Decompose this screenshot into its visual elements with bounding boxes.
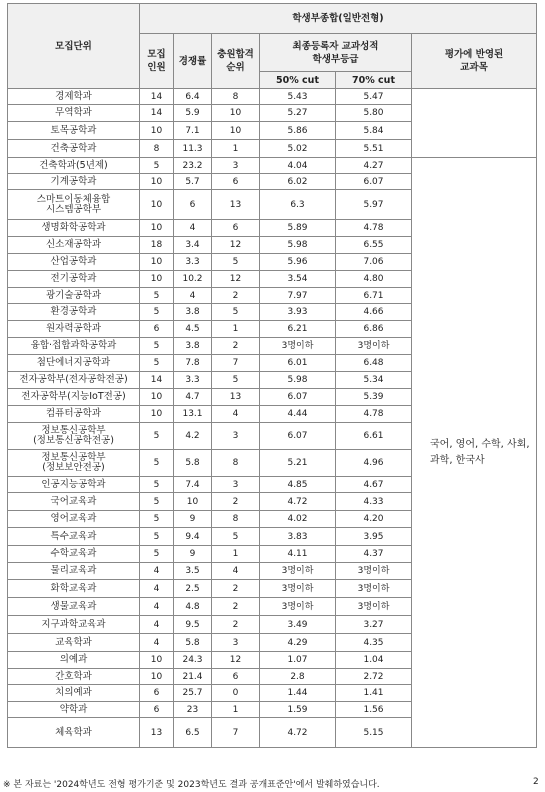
cut70-value: 3.95 — [336, 528, 412, 546]
cut50-value: 5.96 — [260, 254, 336, 271]
table-row — [8, 158, 537, 174]
cut50-value: 5.89 — [260, 220, 336, 237]
rank-value: 13 — [212, 190, 260, 220]
department-name: 토목공학과 — [8, 122, 140, 140]
rank-value: 2 — [212, 580, 260, 598]
cut70-value: 5.80 — [336, 105, 412, 122]
cut50-value: 1.07 — [260, 652, 336, 669]
cut70-value: 3명이하 — [336, 563, 412, 580]
rank-value: 8 — [212, 89, 260, 105]
cut70-value: 4.20 — [336, 511, 412, 528]
subjects-cell-empty — [412, 89, 537, 158]
rank-value: 3 — [212, 634, 260, 652]
ratio-value: 6 — [174, 190, 212, 220]
ratio-value: 9.5 — [174, 616, 212, 634]
ratio-value: 23.2 — [174, 158, 212, 174]
ratio-value: 3.5 — [174, 563, 212, 580]
department-name: 체육학과 — [8, 718, 140, 748]
ratio-value: 5.8 — [174, 450, 212, 477]
quota-value: 4 — [140, 598, 174, 616]
cut50-value: 5.98 — [260, 237, 336, 254]
ratio-value: 4.7 — [174, 389, 212, 406]
quota-value: 5 — [140, 450, 174, 477]
department-name: 국어교육과 — [8, 493, 140, 511]
department-name: 특수교육과 — [8, 528, 140, 546]
ratio-value: 4.5 — [174, 321, 212, 338]
cut70-value: 3.27 — [336, 616, 412, 634]
quota-value: 5 — [140, 304, 174, 321]
department-name: 컴퓨터공학과 — [8, 406, 140, 423]
cut50-value: 5.98 — [260, 372, 336, 389]
department-name: 물리교육과 — [8, 563, 140, 580]
ratio-value: 23 — [174, 702, 212, 718]
cut50-value: 5.27 — [260, 105, 336, 122]
cut50-value: 4.04 — [260, 158, 336, 174]
quota-value: 18 — [140, 237, 174, 254]
rank-value: 13 — [212, 389, 260, 406]
quota-value: 5 — [140, 355, 174, 372]
rank-value: 5 — [212, 304, 260, 321]
ratio-value: 21.4 — [174, 669, 212, 685]
rank-value: 2 — [212, 338, 260, 355]
department-name: 기계공학과 — [8, 174, 140, 190]
cut70-value: 5.47 — [336, 89, 412, 105]
quota-value: 10 — [140, 271, 174, 288]
ratio-value: 9.4 — [174, 528, 212, 546]
cut70-value: 3명이하 — [336, 338, 412, 355]
ratio-value: 2.5 — [174, 580, 212, 598]
ratio-value: 6.5 — [174, 718, 212, 748]
department-name: 전자공학부(전자공학전공) — [8, 372, 140, 389]
department-name-line: 시스템공학부 — [45, 203, 102, 215]
ratio-value: 5.7 — [174, 174, 212, 190]
rank-value: 3 — [212, 423, 260, 450]
ratio-value: 6.4 — [174, 89, 212, 105]
cut70-value: 3명이하 — [336, 580, 412, 598]
department-name: 의예과 — [8, 652, 140, 669]
quota-value: 10 — [140, 190, 174, 220]
cut50-value: 6.01 — [260, 355, 336, 372]
department-name: 첨단에너지공학과 — [8, 355, 140, 372]
quota-value: 10 — [140, 174, 174, 190]
rank-value: 1 — [212, 321, 260, 338]
header-ratio: 경쟁률 — [174, 34, 212, 89]
cut70-value: 6.48 — [336, 355, 412, 372]
rank-value: 10 — [212, 122, 260, 140]
header-subjects-l2: 교과목 — [460, 62, 488, 73]
department-name-line: (정보통신공학전공) — [33, 435, 114, 446]
department-name: 무역학과 — [8, 105, 140, 122]
rank-value: 8 — [212, 511, 260, 528]
cut70-value: 4.80 — [336, 271, 412, 288]
ratio-value: 25.7 — [174, 685, 212, 702]
quota-value: 4 — [140, 563, 174, 580]
quota-value: 5 — [140, 158, 174, 174]
cut50-value: 3명이하 — [260, 580, 336, 598]
rank-value: 4 — [212, 406, 260, 423]
ratio-value: 5.9 — [174, 105, 212, 122]
ratio-value: 11.3 — [174, 140, 212, 158]
header-rank — [212, 34, 260, 89]
department-name: 간호학과 — [8, 669, 140, 685]
quota-value: 4 — [140, 616, 174, 634]
department-name: 건축학과(5년제) — [8, 158, 140, 174]
quota-value: 5 — [140, 546, 174, 563]
header-quota-l2: 인원 — [147, 62, 166, 73]
cut70-value: 4.78 — [336, 220, 412, 237]
cut70-value: 4.96 — [336, 450, 412, 477]
ratio-value: 7.1 — [174, 122, 212, 140]
cut70-value: 5.97 — [336, 190, 412, 220]
ratio-value: 3.4 — [174, 237, 212, 254]
header-cut70: 70% cut — [336, 72, 412, 89]
rank-value: 6 — [212, 669, 260, 685]
rank-value: 5 — [212, 254, 260, 271]
cut70-value: 1.04 — [336, 652, 412, 669]
cut50-value: 4.11 — [260, 546, 336, 563]
rank-value: 5 — [212, 372, 260, 389]
cut70-value: 4.78 — [336, 406, 412, 423]
cut50-value: 3.93 — [260, 304, 336, 321]
cut70-value: 4.67 — [336, 477, 412, 493]
rank-value: 6 — [212, 220, 260, 237]
ratio-value: 10.2 — [174, 271, 212, 288]
ratio-value: 7.4 — [174, 477, 212, 493]
quota-value: 4 — [140, 580, 174, 598]
rank-value: 7 — [212, 718, 260, 748]
department-name: 환경공학과 — [8, 304, 140, 321]
cut70-value: 1.56 — [336, 702, 412, 718]
page-number: 2 — [533, 777, 539, 787]
rank-value: 1 — [212, 546, 260, 563]
department-name: 광기술공학과 — [8, 288, 140, 304]
quota-value: 14 — [140, 89, 174, 105]
quota-value: 10 — [140, 389, 174, 406]
rank-value: 12 — [212, 652, 260, 669]
rank-value: 12 — [212, 271, 260, 288]
department-name: 지구과학교육과 — [8, 616, 140, 634]
cut50-value: 4.02 — [260, 511, 336, 528]
department-name: 원자력공학과 — [8, 321, 140, 338]
rank-value: 0 — [212, 685, 260, 702]
cut70-value: 4.35 — [336, 634, 412, 652]
ratio-value: 7.8 — [174, 355, 212, 372]
quota-value: 5 — [140, 528, 174, 546]
quota-value: 10 — [140, 652, 174, 669]
quota-value: 14 — [140, 372, 174, 389]
cut50-value: 4.85 — [260, 477, 336, 493]
department-name-line: 정보통신공학부 — [41, 425, 106, 436]
ratio-value: 9 — [174, 511, 212, 528]
quota-value: 5 — [140, 511, 174, 528]
quota-value: 5 — [140, 338, 174, 355]
ratio-value: 9 — [174, 546, 212, 563]
department-name: 영어교육과 — [8, 511, 140, 528]
cut50-value: 6.3 — [260, 190, 336, 220]
quota-value: 14 — [140, 105, 174, 122]
ratio-value: 5.8 — [174, 634, 212, 652]
department-name-line: 스마트이동체융합 — [36, 193, 111, 205]
department-name: 전자공학부(지능IoT전공) — [8, 389, 140, 406]
cut70-value: 3명이하 — [336, 598, 412, 616]
quota-value: 10 — [140, 122, 174, 140]
header-grade — [260, 34, 412, 72]
department-name: 치의예과 — [8, 685, 140, 702]
ratio-value: 4.2 — [174, 423, 212, 450]
quota-value: 13 — [140, 718, 174, 748]
department-name: 생물교육과 — [8, 598, 140, 616]
cut50-value: 2.8 — [260, 669, 336, 685]
department-name-line: 정보통신공학부 — [41, 452, 106, 463]
department-name: 생명화학공학과 — [8, 220, 140, 237]
department-name: 융합·접합과학공학과 — [8, 338, 140, 355]
table-row — [8, 89, 537, 105]
admission-results-table — [7, 3, 537, 748]
cut50-value: 6.02 — [260, 174, 336, 190]
cut50-value: 4.29 — [260, 634, 336, 652]
subjects-cell: 국어, 영어, 수학, 사회, 과학, 한국사 — [412, 158, 537, 748]
quota-value: 10 — [140, 220, 174, 237]
department-name — [8, 423, 140, 450]
cut70-value: 6.07 — [336, 174, 412, 190]
ratio-value: 10 — [174, 493, 212, 511]
cut50-value: 5.02 — [260, 140, 336, 158]
rank-value: 3 — [212, 158, 260, 174]
cut50-value: 3.83 — [260, 528, 336, 546]
rank-value: 8 — [212, 450, 260, 477]
rank-value: 6 — [212, 174, 260, 190]
rank-value: 1 — [212, 702, 260, 718]
cut70-value: 4.33 — [336, 493, 412, 511]
department-name: 약학과 — [8, 702, 140, 718]
cut70-value: 6.61 — [336, 423, 412, 450]
cut70-value: 4.66 — [336, 304, 412, 321]
header-grade-l1: 최종등록자 교과성적 — [292, 40, 379, 52]
quota-value: 5 — [140, 493, 174, 511]
cut70-value: 5.84 — [336, 122, 412, 140]
header-quota-l1: 모집 — [147, 49, 166, 60]
department-name: 교육학과 — [8, 634, 140, 652]
footnote: ※ 본 자료는 '2024학년도 전형 평가기준 및 2023학년도 결과 공개표준안'에서 발췌하였습니다. — [3, 780, 380, 790]
ratio-value: 4.8 — [174, 598, 212, 616]
ratio-value: 3.8 — [174, 338, 212, 355]
quota-value: 4 — [140, 634, 174, 652]
cut70-value: 6.71 — [336, 288, 412, 304]
ratio-value: 4 — [174, 220, 212, 237]
rank-value: 12 — [212, 237, 260, 254]
department-name: 전기공학과 — [8, 271, 140, 288]
cut70-value: 4.37 — [336, 546, 412, 563]
department-name: 인공지능공학과 — [8, 477, 140, 493]
cut50-value: 4.44 — [260, 406, 336, 423]
quota-value: 10 — [140, 254, 174, 271]
rank-value: 7 — [212, 355, 260, 372]
header-unit: 모집단위 — [8, 4, 140, 89]
cut50-value: 5.86 — [260, 122, 336, 140]
cut70-value: 5.34 — [336, 372, 412, 389]
ratio-value: 3.3 — [174, 254, 212, 271]
ratio-value: 24.3 — [174, 652, 212, 669]
quota-value: 10 — [140, 669, 174, 685]
cut70-value: 5.51 — [336, 140, 412, 158]
rank-value: 3 — [212, 477, 260, 493]
quota-value: 5 — [140, 423, 174, 450]
header-quota — [140, 34, 174, 89]
cut70-value: 4.27 — [336, 158, 412, 174]
header-subjects-l1: 평가에 반영된 — [444, 49, 504, 60]
quota-value: 5 — [140, 477, 174, 493]
cut70-value: 6.55 — [336, 237, 412, 254]
ratio-value: 13.1 — [174, 406, 212, 423]
rank-value: 5 — [212, 528, 260, 546]
cut50-value: 3명이하 — [260, 598, 336, 616]
cut70-value: 7.06 — [336, 254, 412, 271]
rank-value: 1 — [212, 140, 260, 158]
cut50-value: 3명이하 — [260, 338, 336, 355]
cut50-value: 5.21 — [260, 450, 336, 477]
department-name: 경제학과 — [8, 89, 140, 105]
cut50-value: 7.97 — [260, 288, 336, 304]
department-name: 수학교육과 — [8, 546, 140, 563]
cut50-value: 5.43 — [260, 89, 336, 105]
header-rank-l1: 충원합격 — [217, 49, 254, 60]
cut50-value: 3.49 — [260, 616, 336, 634]
cut50-value: 6.07 — [260, 423, 336, 450]
department-name-line: (정보보안전공) — [42, 462, 105, 473]
header-group: 학생부종합(일반전형) — [140, 4, 537, 34]
rank-value: 2 — [212, 288, 260, 304]
cut50-value: 6.21 — [260, 321, 336, 338]
ratio-value: 4 — [174, 288, 212, 304]
cut50-value: 4.72 — [260, 493, 336, 511]
quota-value: 6 — [140, 685, 174, 702]
rank-value: 2 — [212, 616, 260, 634]
rank-value: 10 — [212, 105, 260, 122]
quota-value: 5 — [140, 288, 174, 304]
cut50-value: 3.54 — [260, 271, 336, 288]
department-name: 신소재공학과 — [8, 237, 140, 254]
cut50-value: 1.44 — [260, 685, 336, 702]
cut50-value: 6.07 — [260, 389, 336, 406]
rank-value: 4 — [212, 563, 260, 580]
department-name — [8, 450, 140, 477]
cut70-value: 1.41 — [336, 685, 412, 702]
header-rank-l2: 순위 — [226, 62, 245, 73]
header-subjects — [412, 34, 537, 89]
cut50-value: 4.72 — [260, 718, 336, 748]
ratio-value: 3.3 — [174, 372, 212, 389]
header-grade-l2: 학생부등급 — [312, 53, 359, 65]
rank-value: 2 — [212, 493, 260, 511]
cut50-value: 1.59 — [260, 702, 336, 718]
quota-value: 6 — [140, 702, 174, 718]
header-cut50: 50% cut — [260, 72, 336, 89]
cut50-value: 3명이하 — [260, 563, 336, 580]
cut70-value: 2.72 — [336, 669, 412, 685]
department-name — [8, 190, 140, 220]
department-name: 화학교육과 — [8, 580, 140, 598]
department-name: 산업공학과 — [8, 254, 140, 271]
cut70-value: 5.15 — [336, 718, 412, 748]
quota-value: 8 — [140, 140, 174, 158]
department-name: 건축공학과 — [8, 140, 140, 158]
cut70-value: 5.39 — [336, 389, 412, 406]
quota-value: 6 — [140, 321, 174, 338]
cut70-value: 6.86 — [336, 321, 412, 338]
rank-value: 2 — [212, 598, 260, 616]
ratio-value: 3.8 — [174, 304, 212, 321]
quota-value: 10 — [140, 406, 174, 423]
